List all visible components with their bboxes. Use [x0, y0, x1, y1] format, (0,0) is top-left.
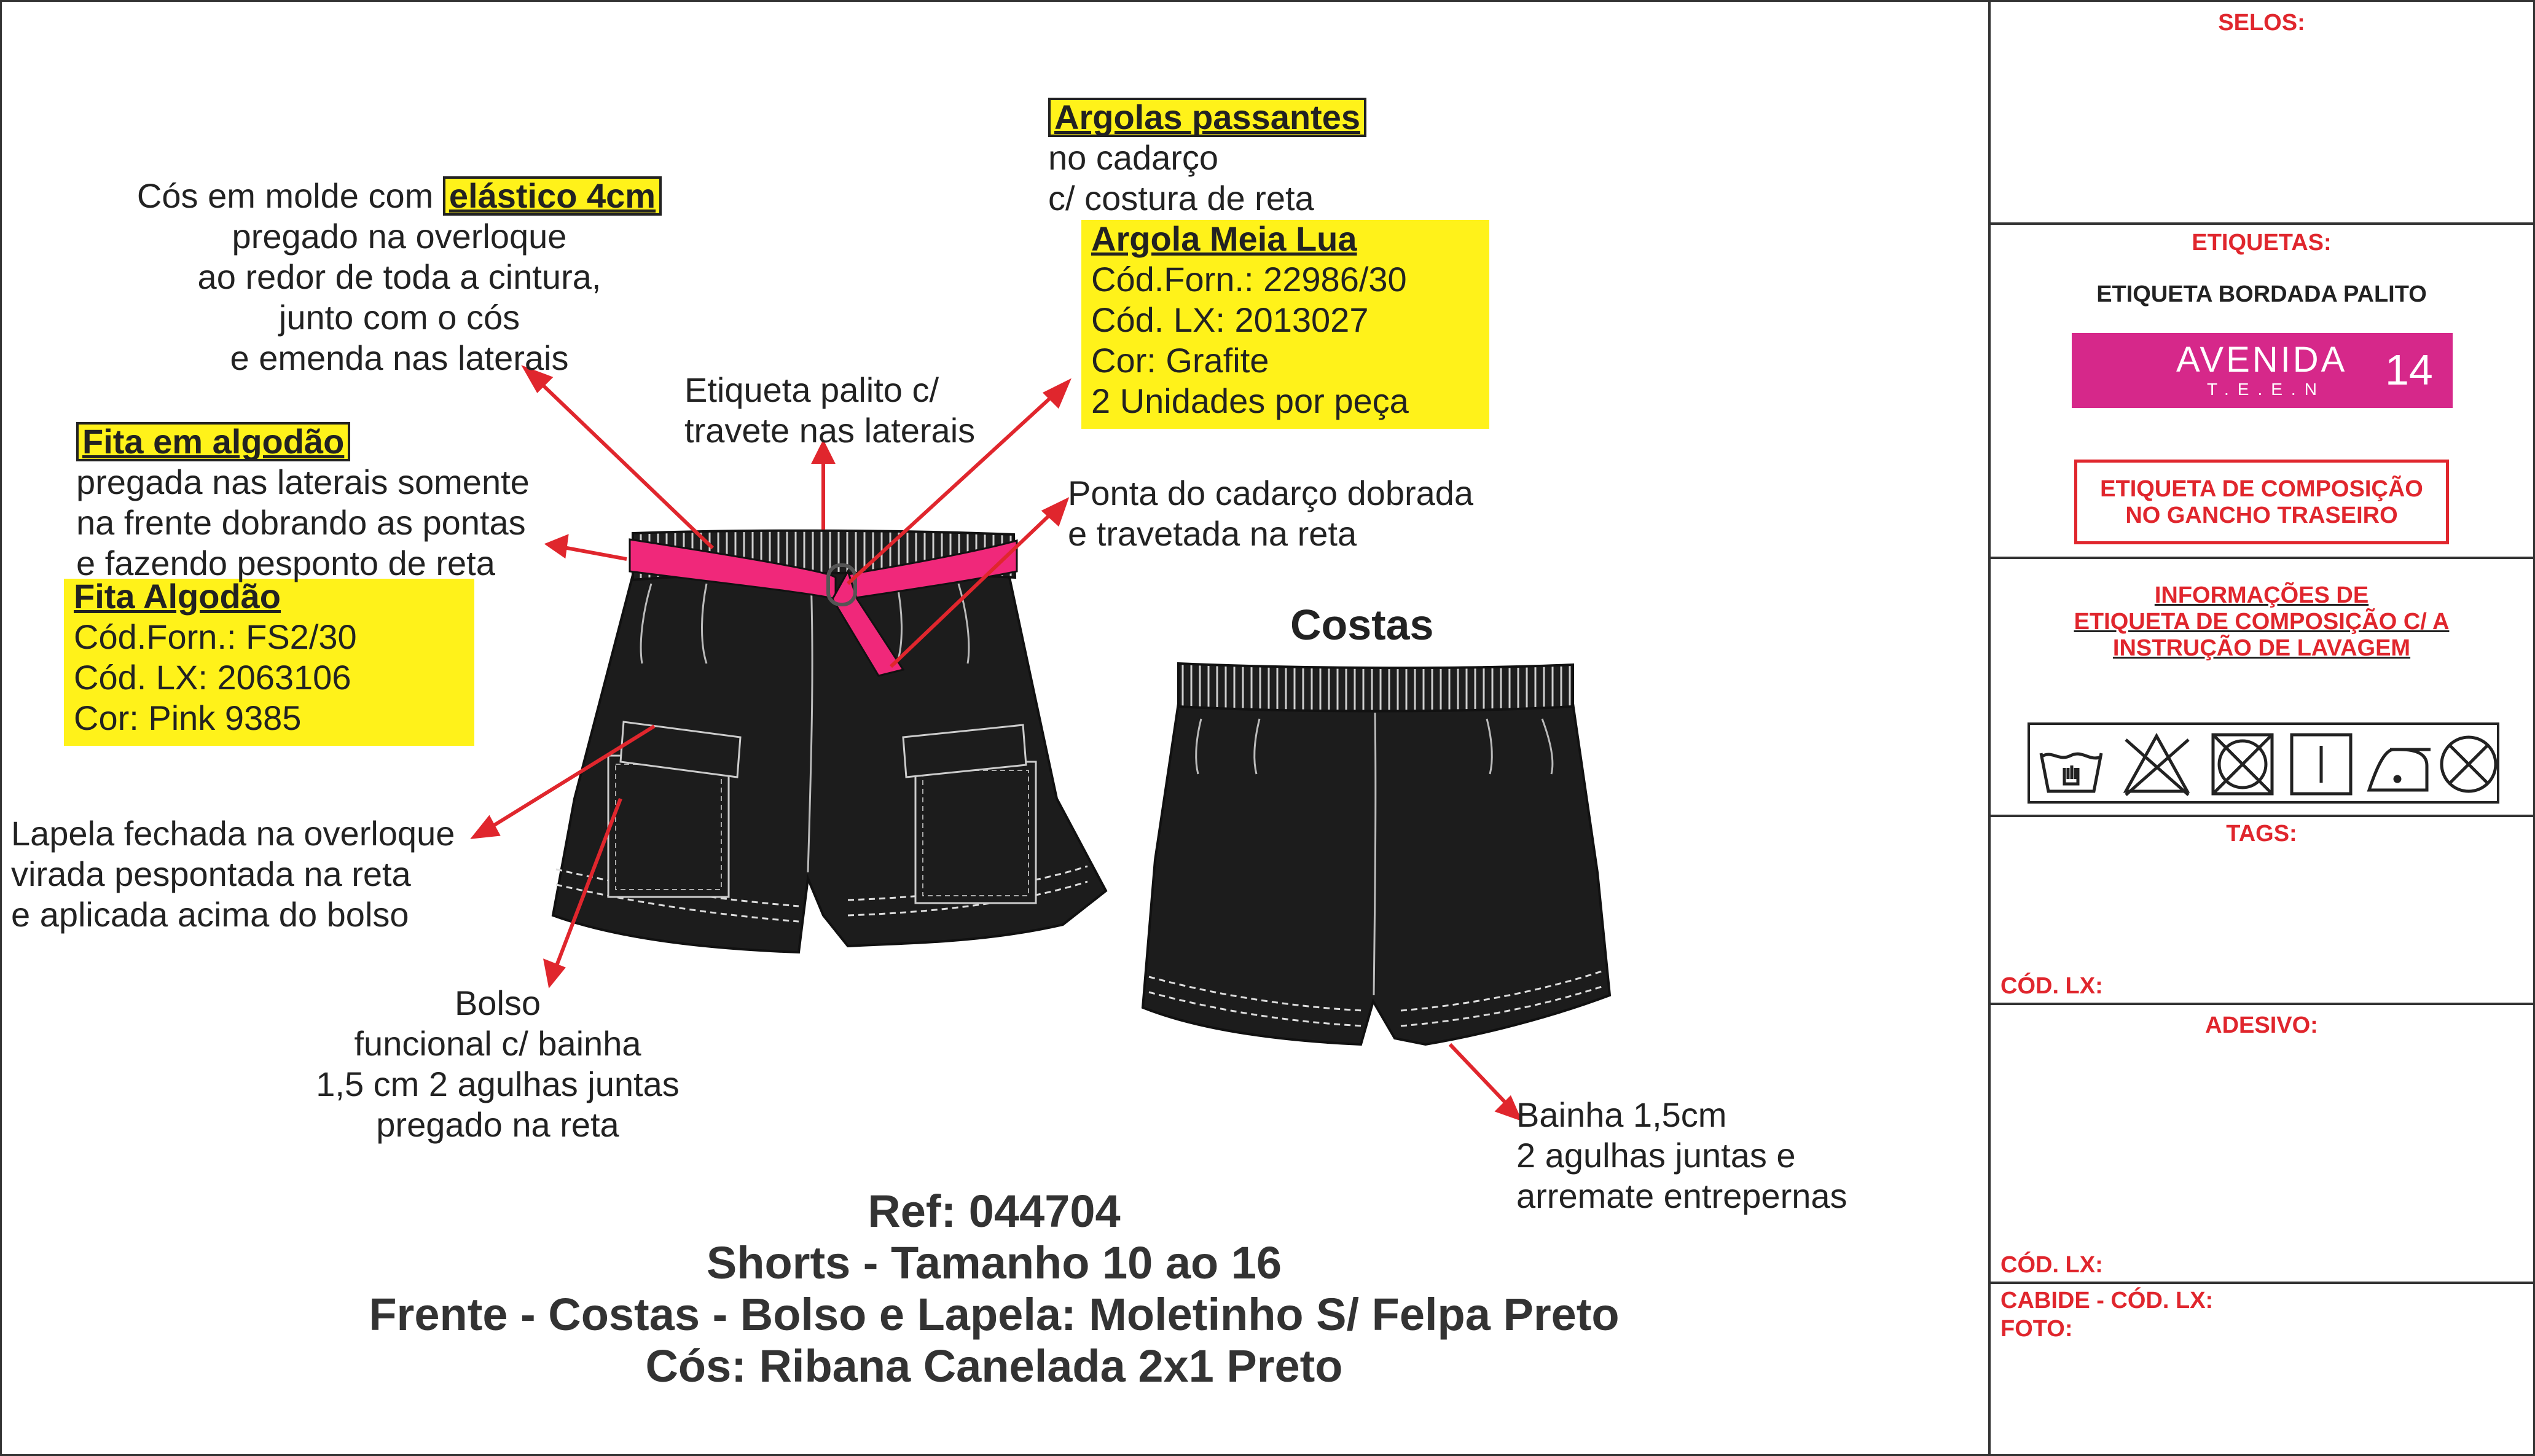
callout-text: travete nas laterais	[684, 411, 976, 450]
care-symbols-box	[2028, 722, 2499, 804]
callout-text: Cor: Pink 9385	[74, 699, 302, 737]
callout-text: Cód. LX: 2013027	[1091, 300, 1369, 339]
callout-text: e fazendo pesponto de reta	[76, 544, 495, 582]
callout-cos-elastico	[123, 176, 676, 378]
callout-text: Ponta do cadarço dobrada	[1068, 474, 1474, 512]
fabric-spec: Frente - Costas - Bolso e Lapela: Moletinho S/ Felpa Preto	[369, 1289, 1620, 1340]
sidebar-row-divider	[1988, 222, 2535, 225]
callout-text: Cor: Grafite	[1091, 341, 1269, 380]
callout-fita-algodao-specs	[74, 576, 357, 738]
highlight-label: elástico 4cm	[443, 176, 662, 216]
callout-text: Bolso	[454, 984, 541, 1022]
sidebar-row-divider	[1988, 1282, 2535, 1284]
callout-text: Etiqueta palito c/	[684, 370, 939, 409]
cod-lx-label: CÓD. LX:	[2000, 1252, 2103, 1278]
highlight-label: Fita em algodão	[76, 422, 350, 461]
composicao-text: ETIQUETA DE COMPOSIÇÃO	[2100, 476, 2423, 502]
callout-text: na frente dobrando as pontas	[76, 503, 526, 542]
callout-text: Bainha 1,5cm	[1516, 1095, 1727, 1134]
callout-text: 2 agulhas juntas e	[1516, 1136, 1796, 1175]
callout-text: 1,5 cm 2 agulhas juntas	[316, 1065, 680, 1103]
selos-heading: SELOS:	[2218, 10, 2305, 36]
callout-text: pregado na overloque	[232, 217, 567, 256]
sidebar-row-divider	[1988, 815, 2535, 817]
highlight-label: Argolas passantes	[1048, 98, 1366, 137]
callout-argola-meia-lua	[1091, 219, 1409, 421]
info-heading-line: INFORMAÇÕES DE	[2154, 582, 2369, 608]
callout-text: e aplicada acima do bolso	[11, 895, 409, 934]
label-size-text: 14	[2385, 346, 2433, 394]
info-heading	[1988, 582, 2535, 662]
callout-text: e emenda nas laterais	[230, 339, 569, 377]
callout-text: arremate entrepernas	[1516, 1176, 1847, 1215]
tags-heading: TAGS:	[2226, 821, 2297, 847]
callout-text: pregada nas laterais somente	[76, 463, 530, 501]
callout-text: e travetada na reta	[1068, 514, 1357, 553]
front-shorts-drawing	[553, 531, 1106, 952]
costas-label: Costas	[1290, 601, 1434, 649]
callout-argolas	[1048, 97, 1366, 219]
callout-text: no cadarço	[1048, 138, 1219, 177]
adesivo-heading: ADESIVO:	[2205, 1012, 2318, 1038]
foto-label: FOTO:	[2000, 1316, 2073, 1342]
callout-etiqueta-palito	[684, 370, 975, 451]
info-heading-line: INSTRUÇÃO DE LAVAGEM	[2112, 635, 2411, 661]
sidebar-row-divider	[1988, 557, 2535, 559]
label-sub-text: T.E.E.N	[2207, 380, 2325, 399]
callout-text: ao redor de toda a cintura,	[197, 257, 601, 296]
sidebar-row-divider	[1988, 1003, 2535, 1005]
callout-text: Cód. LX: 2063106	[74, 658, 351, 697]
cod-lx-label: CÓD. LX:	[2000, 973, 2103, 999]
callout-ponta-cadarco	[1068, 473, 1473, 554]
callout-text: pregado na reta	[376, 1105, 619, 1144]
composicao-text: NO GANCHO TRASEIRO	[2125, 503, 2398, 528]
label-brand-text: AVENIDA	[2176, 340, 2348, 380]
callout-text: Lapela fechada na overloque	[11, 814, 455, 853]
sidebar-divider	[1988, 0, 1991, 1456]
info-heading-line: ETIQUETA DE COMPOSIÇÃO C/ A	[2074, 609, 2450, 635]
callout-text: c/ costura de reta	[1048, 179, 1314, 217]
callout-text: Cód.Forn.: 22986/30	[1091, 260, 1407, 299]
etiquetas-heading: ETIQUETAS:	[2192, 230, 2332, 256]
callout-text: 2 Unidades por peça	[1091, 382, 1409, 420]
callout-lapela	[11, 813, 455, 935]
box-heading: Argola Meia Lua	[1091, 219, 1357, 258]
callout-fita-algodao	[76, 421, 530, 584]
callout-text: virada pespontada na reta	[11, 855, 411, 893]
brand-label-swatch	[2072, 333, 2453, 408]
callout-text: funcional c/ bainha	[354, 1024, 641, 1063]
box-heading: Fita Algodão	[74, 577, 281, 616]
ref-number: Ref: 044704	[868, 1186, 1121, 1237]
product-name: Shorts - Tamanho 10 ao 16	[706, 1237, 1282, 1288]
etiqueta-bordada-label: ETIQUETA BORDADA PALITO	[2096, 281, 2427, 307]
callout-text: junto com o cós	[278, 298, 520, 337]
callout-text: Cós em molde com	[136, 176, 434, 215]
cabide-label: CABIDE - CÓD. LX:	[2000, 1288, 2214, 1313]
waistband-spec: Cós: Ribana Canelada 2x1 Preto	[645, 1341, 1343, 1391]
callout-bolso	[283, 983, 713, 1145]
composicao-box	[2074, 460, 2449, 544]
back-shorts-drawing	[1143, 663, 1610, 1044]
callout-text: Cód.Forn.: FS2/30	[74, 617, 357, 656]
